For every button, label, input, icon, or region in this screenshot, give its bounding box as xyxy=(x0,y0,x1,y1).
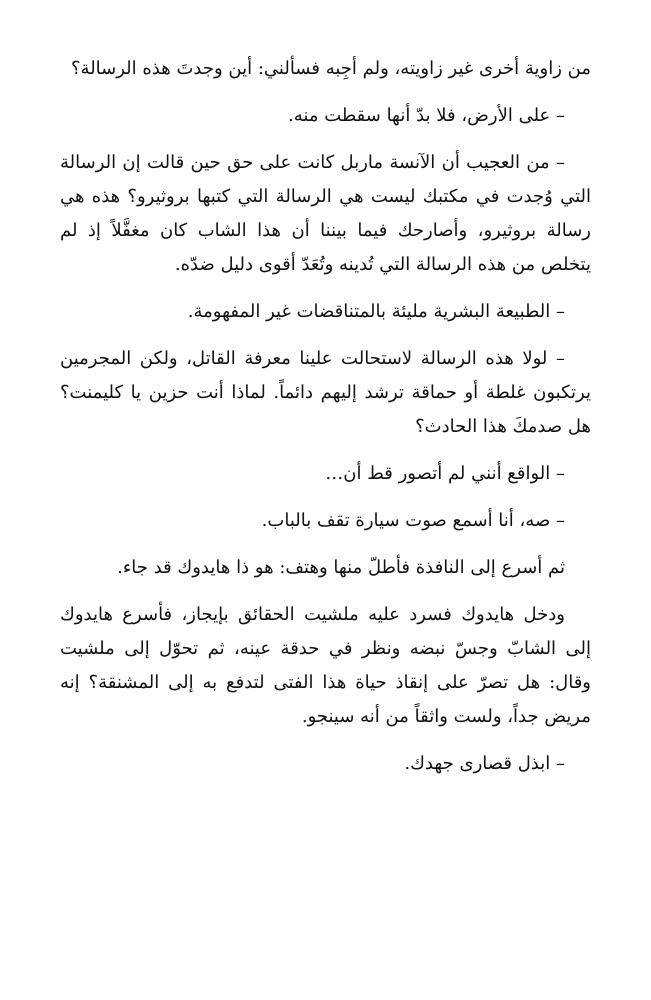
paragraph-10: – ابذل قصارى جهدك. xyxy=(404,753,565,774)
paragraph-6: – الواقع أنني لم أتصور قط أن… xyxy=(325,463,565,484)
paragraph-7: – صه، أنا أسمع صوت سيارة تقف بالباب. xyxy=(261,510,565,531)
paragraph-3: – من العجيب أن الآنسة ماربل كانت على حق حين قالت إن الرسالة التي وُجدت في مكتبك ليست هي الرسالة التي كتبها بروثيرو؟ هذه هي رسالة بروثيرو، وأصارحك فيما بيننا أن هذا الشاب كان مغفَّلاً إذ لم يتخلص من هذه الرسالة التي تُدينه وتُعَدّ أقوى دليل ضدّه. xyxy=(60,152,591,275)
book-page xyxy=(60,52,591,794)
paragraph-8: ثم أسرع إلى النافذة فأطلّ منها وهتف: هو ذا هايدوك قد جاء. xyxy=(117,557,565,578)
paragraph-4: – الطبيعة البشرية مليئة بالمتناقضات غير المفهومة. xyxy=(187,301,565,322)
paragraph-2: – على الأرض، فلا بدّ أنها سقطت منه. xyxy=(288,105,565,126)
paragraph-1: من زاوية أخرى غير زاويته، ولم أجِبه فسألني: أين وجدتَ هذه الرسالة؟ xyxy=(70,58,591,79)
paragraph-5: – لولا هذه الرسالة لاستحالت علينا معرفة القاتل، ولكن المجرمين يرتكبون غلطة أو حماقة ترشد إليهم دائماً. لماذا أنت حزين يا كليمنت؟ هل صدمكَ هذا الحادث؟ xyxy=(60,348,591,437)
paragraph-9: ودخل هايدوك فسرد عليه ملشيت الحقائق بإيجاز، فأسرع هايدوك إلى الشابّ وجسّ نبضه ونظر في حدقة عينه، ثم تحوّل إلى ملشيت وقال: هل تصرّ على إنقاذ حياة هذا الفتى لتدفع به إلى المشنقة؟ إنه مريض جداً، ولست واثقاً من أنه سينجو. xyxy=(60,604,591,727)
